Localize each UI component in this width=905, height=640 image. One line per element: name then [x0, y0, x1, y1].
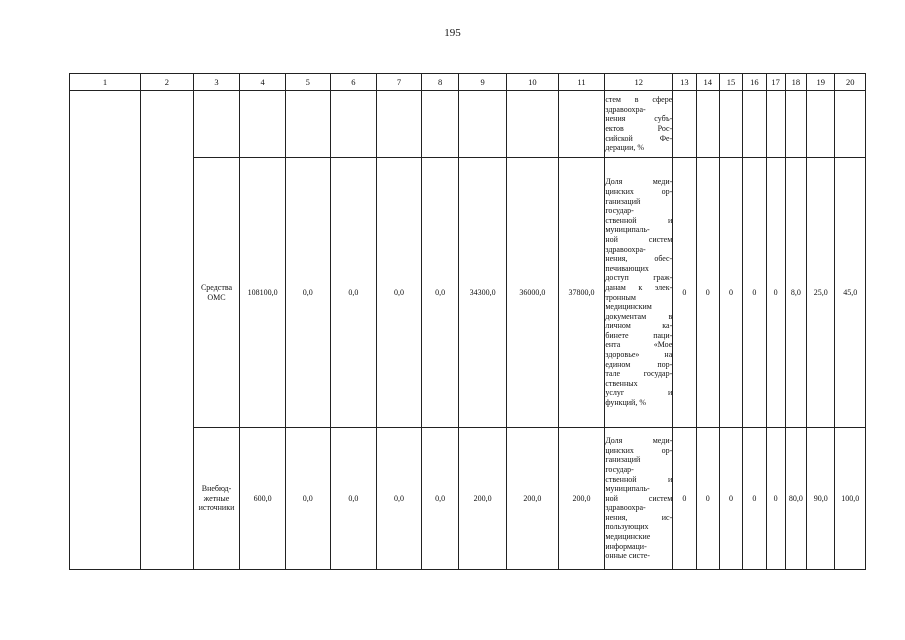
indicator-value-cell: 0: [766, 428, 785, 570]
column-header-16: 16: [743, 74, 766, 91]
indicator-line: ственных: [605, 378, 638, 388]
column-header-19: 19: [807, 74, 835, 91]
indicator-line: услуг и: [605, 388, 673, 398]
amount-cell: 0,0: [330, 158, 377, 428]
column-header-10: 10: [506, 74, 558, 91]
indicator-line: личном ка-: [605, 321, 673, 331]
indicator-line: Доля меди-: [605, 177, 673, 187]
header-row: [70, 74, 866, 91]
column-header-13: 13: [673, 74, 696, 91]
indicator-line: здравоохра-: [605, 244, 646, 254]
indicator-line: здоровье» на: [605, 350, 673, 360]
indicator-value-cell: 8,0: [785, 158, 806, 428]
amount-cell: [558, 91, 605, 158]
column-header-15: 15: [719, 74, 742, 91]
column-header-8: 8: [421, 74, 459, 91]
indicator-value-cell: 25,0: [807, 158, 835, 428]
funding-source-cell: Средства ОМС: [193, 158, 240, 428]
column-header-6: 6: [330, 74, 377, 91]
amount-cell: 108100,0: [240, 158, 286, 428]
column-header-2: 2: [140, 74, 193, 91]
indicator-value-cell: 0: [719, 428, 742, 570]
indicator-line: бинете паци-: [605, 330, 673, 340]
indicator-line: ганизаций: [605, 196, 641, 206]
indicator-line: информаци-: [605, 541, 647, 551]
indicator-line: ственной и: [605, 474, 673, 484]
indicator-line: пользующих: [605, 522, 649, 532]
table-row: [70, 91, 866, 158]
indicator-line: стем в сфере: [605, 95, 673, 105]
indicator-line: доступ граж-: [605, 273, 673, 283]
indicator-value-cell: 0: [743, 158, 766, 428]
indicator-line: тале государ-: [605, 369, 673, 379]
amount-cell: 0,0: [285, 428, 330, 570]
amount-cell: 200,0: [558, 428, 605, 570]
indicator-line: здравоохра-: [605, 503, 646, 513]
indicator-line: тронным: [605, 292, 636, 302]
indicator-value-cell: 0: [719, 158, 742, 428]
amount-cell: 37800,0: [558, 158, 605, 428]
budget-table: [69, 73, 866, 570]
indicator-line: муниципаль-: [605, 225, 650, 235]
amount-cell: [459, 91, 507, 158]
indicator-value-cell: [719, 91, 742, 158]
page-number: 195: [444, 27, 461, 39]
indicator-line: документам в: [605, 311, 673, 321]
column-header-1: 1: [70, 74, 141, 91]
indicator-line: печивающих: [605, 263, 649, 273]
amount-cell: 34300,0: [459, 158, 507, 428]
column-header-12: 12: [605, 74, 673, 91]
indicator-value-cell: [807, 91, 835, 158]
amount-cell: [240, 91, 286, 158]
column-header-14: 14: [696, 74, 719, 91]
column-header-11: 11: [558, 74, 605, 91]
indicator-value-cell: [785, 91, 806, 158]
indicator-value-cell: [696, 91, 719, 158]
indicator-value-cell: 0: [743, 428, 766, 570]
indicator-value-cell: 100,0: [835, 428, 866, 570]
indicator-line: дерации, %: [605, 143, 645, 153]
amount-cell: 0,0: [377, 158, 422, 428]
indicator-value-cell: [673, 91, 696, 158]
indicator-value-cell: 0: [696, 428, 719, 570]
indicator-line: ектов Рос-: [605, 124, 673, 133]
indicator-value-cell: 0: [673, 428, 696, 570]
indicator-line: медицинским: [605, 302, 652, 312]
column-header-17: 17: [766, 74, 785, 91]
amount-cell: [285, 91, 330, 158]
indicator-cell: [605, 91, 673, 158]
amount-cell: [377, 91, 422, 158]
cell-col-1: [70, 91, 141, 570]
indicator-line: нения, ис-: [605, 512, 673, 522]
indicator-line: медицинские: [605, 532, 651, 542]
column-header-18: 18: [785, 74, 806, 91]
indicator-cell: [605, 428, 673, 570]
indicator-value-cell: [766, 91, 785, 158]
cell-col-2: [140, 91, 193, 570]
column-header-3: 3: [193, 74, 240, 91]
indicator-value-cell: [835, 91, 866, 158]
indicator-line: нения, обес-: [605, 254, 673, 264]
column-header-9: 9: [459, 74, 507, 91]
indicator-line: ной систем: [605, 234, 673, 244]
indicator-line: муниципаль-: [605, 484, 650, 494]
indicator-line: государ-: [605, 206, 634, 216]
indicator-line: ной систем: [605, 493, 673, 503]
indicator-value-cell: 0: [766, 158, 785, 428]
indicator-line: ственной и: [605, 215, 673, 225]
column-header-4: 4: [240, 74, 286, 91]
indicator-line: государ-: [605, 464, 634, 474]
indicator-value-cell: [743, 91, 766, 158]
amount-cell: 0,0: [421, 158, 459, 428]
indicator-line: цинских ор-: [605, 445, 673, 455]
amount-cell: 600,0: [240, 428, 286, 570]
indicator-line: цинских ор-: [605, 186, 673, 196]
indicator-value-cell: 80,0: [785, 428, 806, 570]
indicator-value-cell: 0: [673, 158, 696, 428]
indicator-line: Доля меди-: [605, 436, 673, 446]
amount-cell: [506, 91, 558, 158]
indicator-line: данам к элек-: [605, 282, 673, 292]
indicator-cell: [605, 158, 673, 428]
funding-source-cell: Внебюд-жетные источники: [193, 428, 240, 570]
amount-cell: 36000,0: [506, 158, 558, 428]
amount-cell: 0,0: [330, 428, 377, 570]
indicator-line: ганизаций: [605, 455, 641, 465]
funding-source-cell: [193, 91, 240, 158]
indicator-value-cell: 90,0: [807, 428, 835, 570]
amount-cell: [330, 91, 377, 158]
indicator-line: нения субъ-: [605, 114, 673, 124]
column-header-7: 7: [377, 74, 422, 91]
indicator-line: здравоохра-: [605, 104, 646, 114]
amount-cell: 0,0: [421, 428, 459, 570]
amount-cell: 0,0: [377, 428, 422, 570]
column-header-5: 5: [285, 74, 330, 91]
indicator-value-cell: 45,0: [835, 158, 866, 428]
indicator-line: сийской Фе-: [605, 133, 673, 143]
amount-cell: 200,0: [506, 428, 558, 570]
indicator-line: функций, %: [605, 398, 646, 408]
indicator-line: онные систе-: [605, 551, 650, 561]
indicator-line: едином пор-: [605, 359, 673, 369]
amount-cell: 0,0: [285, 158, 330, 428]
amount-cell: [421, 91, 459, 158]
indicator-value-cell: 0: [696, 158, 719, 428]
column-header-20: 20: [835, 74, 866, 91]
amount-cell: 200,0: [459, 428, 507, 570]
indicator-line: ента «Мое: [605, 340, 673, 350]
